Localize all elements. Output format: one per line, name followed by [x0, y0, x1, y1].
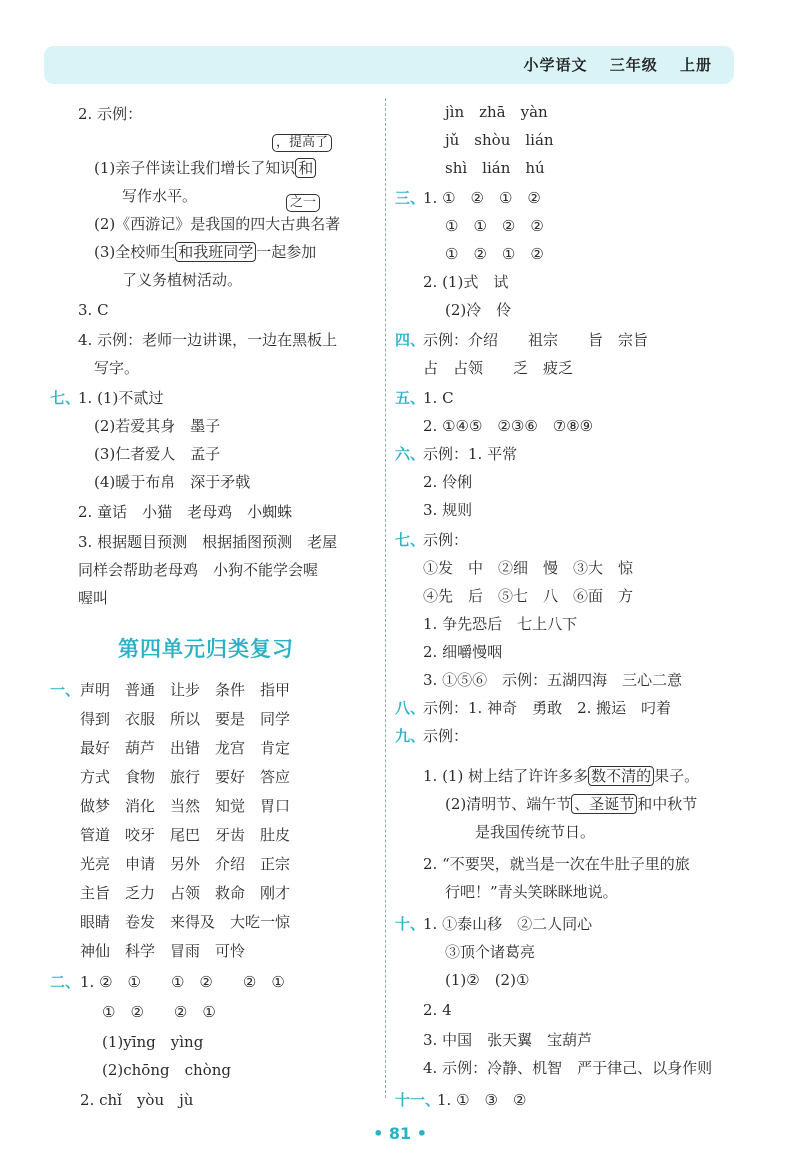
word-row: 主旨 乏力 占领 救命 刚才 — [80, 884, 291, 902]
answer-line: 示例：1. 平常 — [423, 445, 518, 463]
answer-line: (1)② (2)① — [445, 971, 530, 989]
marked-word: 和 — [295, 158, 316, 178]
answer-line: (2)chōng chòng — [102, 1061, 231, 1079]
word-row: 方式 食物 旅行 要好 答应 — [80, 768, 291, 786]
section-number: 十、 — [395, 915, 426, 933]
answer-line: 4. 示例：冷静、机智 严于律己、以身作则 — [423, 1059, 713, 1077]
header-grade: 三年级 — [609, 56, 658, 74]
answer-line: 示例：介绍 祖宗 旨 宗旨 — [423, 331, 649, 349]
answer-line: 3. 根据题目预测 根据插图预测 老屋 — [78, 533, 338, 551]
answer-line: 3. C — [78, 301, 109, 319]
answer-text: 1. (1) 树上结了许许多多 — [423, 767, 589, 785]
answer-text: (1)亲子伴读让我们增长了知识 — [94, 159, 296, 177]
answer-line: 1. ①泰山移 ②二人同心 — [423, 915, 593, 933]
answer-line — [423, 766, 699, 786]
correction-note: 之一 — [286, 194, 320, 212]
answer-line: 了义务植树活动。 — [122, 271, 243, 289]
answer-line: 示例： — [423, 727, 469, 745]
section-number: 三、 — [395, 189, 426, 207]
section-number: 九、 — [395, 727, 426, 745]
answer-line: 2. chǐ yòu jù — [80, 1091, 194, 1109]
answer-line: 3. ①⑤⑥ 示例：五湖四海 三心二意 — [423, 671, 683, 689]
answer-line: 2. “不要哭，就当是一次在牛肚子里的旅 — [423, 855, 690, 873]
answer-line: (2)冷 伶 — [445, 301, 512, 319]
answer-line: 占 占领 乏 疲乏 — [423, 359, 574, 377]
answer-text: 果子。 — [654, 767, 700, 785]
answer-line: ③顶个诸葛亮 — [445, 943, 536, 961]
answer-line: 行吧！”青头笑眯眯地说。 — [445, 883, 618, 901]
answer-line: 写字。 — [94, 359, 140, 377]
answer-text: 一起参加 — [256, 243, 317, 261]
answer-line: 1. (1)不贰过 — [78, 389, 164, 407]
answer-line — [94, 158, 316, 178]
word-row: 得到 衣服 所以 要是 同学 — [80, 710, 291, 728]
answer-line: 2. 童话 小猫 老母鸡 小蜘蛛 — [78, 503, 293, 521]
marked-word: 、圣诞节 — [571, 794, 637, 814]
answer-line: 2. 示例： — [78, 105, 143, 123]
answer-line: 2. 细嚼慢咽 — [423, 643, 503, 661]
pinyin-line: jǔ shòu lián — [445, 131, 554, 149]
section-number: 十一、 — [395, 1091, 441, 1109]
marked-word: 和我班同学 — [175, 242, 256, 262]
answer-line: 2. 4 — [423, 1001, 452, 1019]
answer-line: ① ① ② ② — [445, 217, 544, 235]
answer-line: 同样会帮助老母鸡 小狗不能学会喔 — [78, 561, 319, 579]
answer-text: (3)全校师生 — [94, 243, 176, 261]
answer-line: 1. ② ① ① ② ② ① — [80, 973, 285, 991]
answer-line: 1. ① ② ① ② — [423, 189, 541, 207]
answer-line: 2. ①④⑤ ②③⑥ ⑦⑧⑨ — [423, 417, 594, 435]
unit-review-title: 第四单元归类复习 — [118, 637, 294, 661]
pinyin-line: shì lián hú — [445, 159, 545, 177]
page-number: • 81 • — [373, 1124, 427, 1143]
header-text — [523, 54, 712, 75]
word-row: 眼睛 卷发 来得及 大吃一惊 — [80, 913, 291, 931]
answer-line — [445, 794, 697, 814]
section-number: 五、 — [395, 389, 426, 407]
answer-line: (2)若爱其身 墨子 — [94, 417, 221, 435]
answer-line: ① ② ② ① — [102, 1003, 216, 1021]
answer-line — [94, 242, 316, 262]
answer-line: (3)仁者爱人 孟子 — [94, 445, 221, 463]
answer-line: 示例： — [423, 531, 469, 549]
answer-text: (2)清明节、端午节 — [445, 795, 572, 813]
answer-line: 是我国传统节日。 — [475, 823, 596, 841]
answer-text: 和中秋节 — [637, 795, 698, 813]
word-row: 声明 普通 让步 条件 指甲 — [80, 681, 291, 699]
marked-word: 数不清的 — [588, 766, 654, 786]
answer-line: ④先 后 ⑤七 八 ⑥面 方 — [423, 587, 634, 605]
header-volume: 上册 — [679, 56, 712, 74]
section-number: 一、 — [50, 681, 81, 699]
answer-line: 1. 争先恐后 七上八下 — [423, 615, 578, 633]
section-number: 七、 — [50, 389, 81, 407]
word-row: 管道 咬牙 尾巴 牙齿 肚皮 — [80, 826, 291, 844]
section-number: 二、 — [50, 973, 81, 991]
answer-line: ①发 中 ②细 慢 ③大 惊 — [423, 559, 634, 577]
answer-line: (1)yīng yìng — [102, 1033, 204, 1051]
answer-line: (2)《西游记》是我国的四大古典名著 — [94, 215, 341, 233]
section-number: 四、 — [395, 331, 426, 349]
section-number: 七、 — [395, 531, 426, 549]
answer-line: 1. C — [423, 389, 454, 407]
column-divider — [385, 98, 386, 1098]
answer-line: 喔叫 — [78, 589, 109, 607]
word-row: 光亮 申请 另外 介绍 正宗 — [80, 855, 291, 873]
section-number: 八、 — [395, 699, 426, 717]
word-row: 最好 葫芦 出错 龙宫 肯定 — [80, 739, 291, 757]
answer-line: 写作水平。 — [122, 187, 198, 205]
answer-line: ① ② ① ② — [445, 245, 544, 263]
correction-note: ，提高了 — [272, 134, 332, 152]
answer-line: 1. ① ③ ② — [437, 1091, 527, 1109]
section-number: 六、 — [395, 445, 426, 463]
answer-line: 3. 规则 — [423, 501, 473, 519]
word-row: 做梦 消化 当然 知觉 胃口 — [80, 797, 291, 815]
word-row: 神仙 科学 冒雨 可怜 — [80, 942, 246, 960]
answer-line: 示例：1. 神奇 勇敢 2. 搬运 叼着 — [423, 699, 672, 717]
answer-line: 4. 示例：老师一边讲课，一边在黑板上 — [78, 331, 338, 349]
answer-line: 2. (1)式 试 — [423, 273, 509, 291]
pinyin-line: jìn zhā yàn — [445, 103, 548, 121]
answer-line: 3. 中国 张天翼 宝葫芦 — [423, 1031, 593, 1049]
page-header-bar — [44, 46, 734, 84]
header-subject: 小学语文 — [523, 56, 588, 74]
answer-line: (4)暖于布帛 深于矛戟 — [94, 473, 251, 491]
answer-line: 2. 伶俐 — [423, 473, 473, 491]
